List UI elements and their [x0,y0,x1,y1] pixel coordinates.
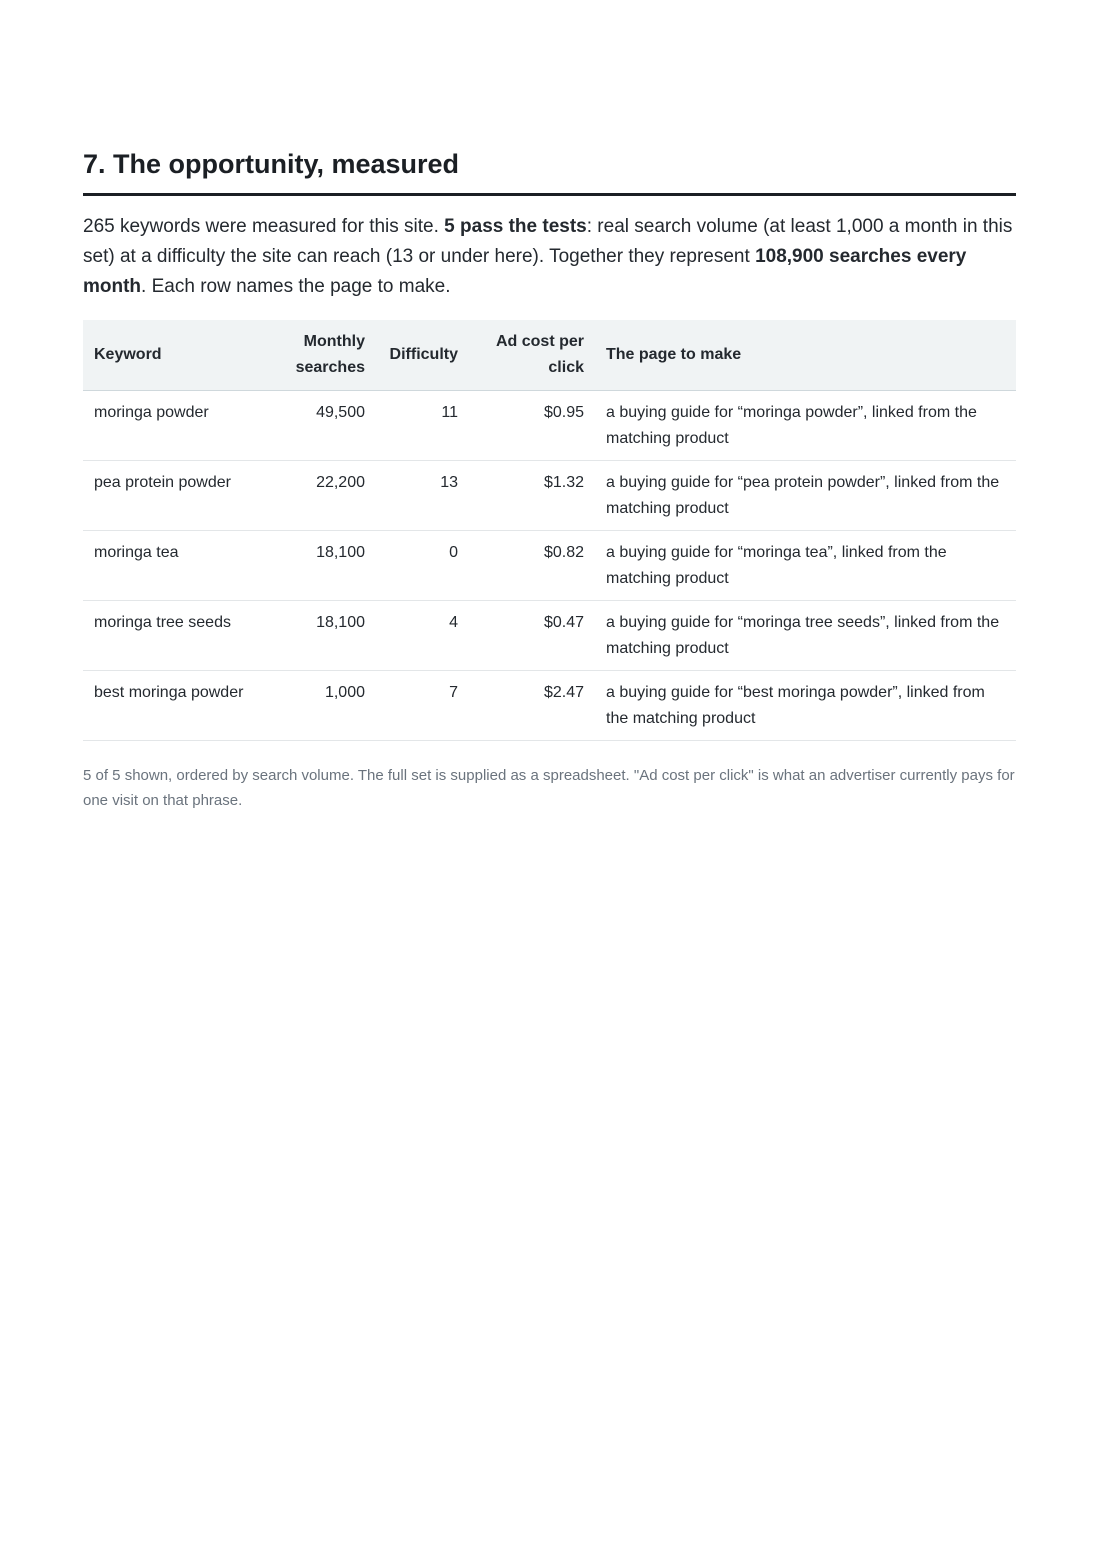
cell-keyword: pea protein powder [83,461,264,531]
table-header [83,320,1016,391]
cell-difficulty: 11 [376,391,469,461]
table-row [83,391,1016,461]
cell-page-to-make: a buying guide for “best moringa powder”, linked from the matching product [595,671,1016,741]
cell-monthly-searches: 22,200 [264,461,376,531]
intro-text-2: : real search volume (at least 1,000 a month in this set) at a difficulty the site can reach (13 or under here). Together they represent [83,216,1013,267]
intro-text-3: . Each row names the page to make. [141,276,451,297]
header-page-to-make: The page to make [595,320,1016,391]
table-row [83,601,1016,671]
table-row [83,531,1016,601]
cell-ad-cost: $0.82 [469,531,595,601]
keyword-table [83,320,1016,741]
cell-monthly-searches: 18,100 [264,531,376,601]
table-footnote: 5 of 5 shown, ordered by search volume. The full set is supplied as a spreadsheet. "Ad cost per click" is what an advertiser currently pays for one visit on that phrase. [83,767,1015,809]
cell-page-to-make: a buying guide for “moringa tree seeds”, linked from the matching product [595,601,1016,671]
cell-keyword: moringa tree seeds [83,601,264,671]
cell-difficulty: 4 [376,601,469,671]
table-row [83,671,1016,741]
cell-keyword: moringa powder [83,391,264,461]
table-body [83,391,1016,741]
header-difficulty: Difficulty [376,320,469,391]
cell-difficulty: 13 [376,461,469,531]
cell-page-to-make: a buying guide for “moringa powder”, linked from the matching product [595,391,1016,461]
cell-keyword: best moringa powder [83,671,264,741]
intro-text-1: 265 keywords were measured for this site. [83,216,445,237]
cell-monthly-searches: 1,000 [264,671,376,741]
header-keyword: Keyword [83,320,264,391]
cell-monthly-searches: 49,500 [264,391,376,461]
intro-paragraph [83,212,1016,302]
header-monthly-searches: Monthly searches [264,320,376,391]
cell-ad-cost: $2.47 [469,671,595,741]
cell-ad-cost: $0.47 [469,601,595,671]
cell-keyword: moringa tea [83,531,264,601]
intro-bold-searches: 108,900 searches every month [83,246,967,297]
intro-bold-pass: 5 pass the tests [444,216,587,237]
table-row [83,461,1016,531]
cell-monthly-searches: 18,100 [264,601,376,671]
cell-ad-cost: $1.32 [469,461,595,531]
cell-page-to-make: a buying guide for “moringa tea”, linked from the matching product [595,531,1016,601]
section-title: 7. The opportunity, measured [83,0,1016,196]
cell-difficulty: 7 [376,671,469,741]
header-ad-cost: Ad cost per click [469,320,595,391]
cell-ad-cost: $0.95 [469,391,595,461]
cell-page-to-make: a buying guide for “pea protein powder”, linked from the matching product [595,461,1016,531]
cell-difficulty: 0 [376,531,469,601]
